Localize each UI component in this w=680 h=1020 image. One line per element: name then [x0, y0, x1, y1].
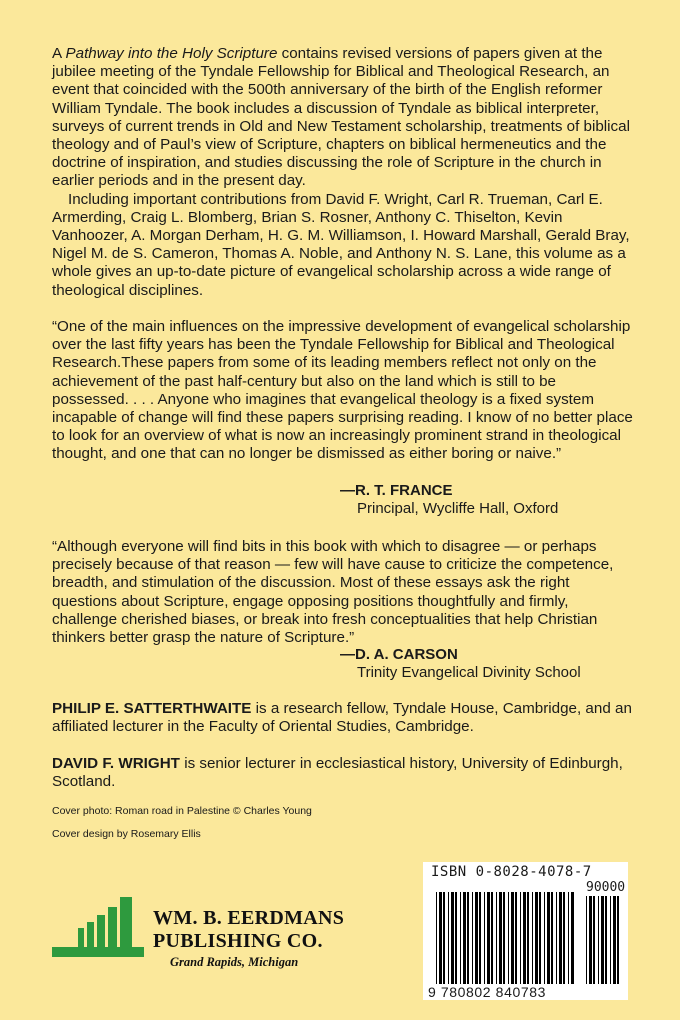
barcode-bar: [605, 896, 607, 984]
editor-name: PHILIP E. SATTERTHWAITE: [52, 700, 252, 717]
barcode-bar: [439, 892, 442, 984]
barcode-bar: [535, 892, 538, 984]
barcode-bar: [472, 892, 473, 984]
price-code: 90000: [586, 880, 626, 895]
ean-number: 9 780802 840783: [428, 984, 546, 1000]
barcode-bar: [551, 892, 553, 984]
endorser-name: —R. T. FRANCE: [340, 482, 453, 499]
description: [52, 45, 637, 300]
description-paragraph-1: A Pathway into the Holy Scripture contains revised versions of papers given at the jubilee meeting of the Tyndale Fellowship for Biblical and Theological Research, an event that coincided with the 500th anniversary of the birth of the English reformer William Tyndale. The book includes a discussion of Tyndale as biblical interpreter, surveys of current trends in Old and New Testament scholarship, treatments of biblical theology and of Paul’s view of Scripture, chapters on biblical hermeneutics and the doctrine of inspiration, and studies discussing the role of Scripture in the church in earlier periods and in the present day.: [52, 45, 630, 190]
barcode-bar: [463, 892, 466, 984]
barcode-bar: [508, 892, 509, 984]
barcode-bar: [451, 892, 454, 984]
barcode-bar: [475, 892, 478, 984]
barcode-bar: [467, 892, 469, 984]
isbn-text: ISBN 0-8028-4078-7: [431, 864, 592, 880]
editor-bio: PHILIP E. SATTERTHWAITE is a research fellow, Tyndale House, Cambridge, and an affiliated lecturer in the Faculty of Oriental Studies, Cambridge.: [52, 700, 632, 736]
price-barcode-bars: [586, 896, 624, 984]
barcode-bar: [499, 892, 502, 984]
barcode-bar: [559, 892, 562, 984]
barcode-bar: [589, 896, 592, 984]
barcode-bar: [532, 892, 533, 984]
endorser-affiliation: Principal, Wycliffe Hall, Oxford: [357, 500, 559, 517]
barcode-bar: [520, 892, 521, 984]
barcode-bar: [448, 892, 449, 984]
barcode-bar: [511, 892, 514, 984]
endorser-affiliation: Trinity Evangelical Divinity School: [357, 664, 581, 681]
editor-bio: DAVID F. WRIGHT is senior lecturer in ecclesiastical history, University of Edinburgh, Scotland.: [52, 755, 623, 791]
barcode-bar: [593, 896, 595, 984]
publisher-location: Grand Rapids, Michigan: [170, 955, 299, 969]
barcode-bar: [443, 892, 445, 984]
barcode-bar: [515, 892, 517, 984]
barcode-bar: [617, 896, 619, 984]
barcode-bar: [556, 892, 557, 984]
barcode-bar: [568, 892, 569, 984]
barcode-bar: [586, 896, 587, 984]
editor-name: DAVID F. WRIGHT: [52, 755, 180, 772]
barcode-bar: [601, 896, 604, 984]
publisher-name: WM. B. EERDMANS: [153, 907, 345, 929]
barcode-bar: [544, 892, 545, 984]
description-paragraph-2: Including important contributions from David F. Wright, Carl R. Trueman, Carl E. Armerding, Craig L. Blomberg, Brian S. Rosner, Anthony C. Thiselton, Kevin Vanhoozer, A. Morgan Derham, H. G. M. Williamson, I. Howard Marshall, Gerald Bray, Nigel M. de S. Cameron, Thomas A. Noble, and Anthony N. S. Lane, this volume as a whole gives an up-to-date picture of evangelical scholarship across a wide range of theological disciplines.: [52, 190, 630, 299]
barcode-bar: [484, 892, 485, 984]
barcode-bar: [487, 892, 490, 984]
endorser-name: —D. A. CARSON: [340, 646, 458, 663]
eerdmans-logo-icon: [50, 895, 150, 967]
barcode-bar: [460, 892, 461, 984]
barcode-bar: [539, 892, 541, 984]
endorsement-quote: “One of the main influences on the impressive development of evangelical scholarship over the last fifty years has been the Tyndale Fellowship for Biblical and Theological Research.These papers from some of its leading members reflect not only on the achievement of the past half-century but also on the land which is still to be possessed. . . . Anyone who imagines that evangelical theology is a fixed system incapable of change will find these papers surprising reading. I know of no better place to look for an overview of what is now an increasingly prominent strand in theological thought, and one that can no longer be dismissed as either boring or naive.”: [52, 318, 633, 463]
endorsement-quote: “Although everyone will find bits in this book with which to disagree — or perhaps precisely because of that reason — few will have cause to criticize the competence, breadth, and stimulation of the discussion. Most of these essays ask the right questions about Scripture, engage opposing positions thoughtfully and firmly, challenge cherished biases, or break into fresh conceptualities that help Christian thinkers better grasp the nature of Scripture.”: [52, 538, 614, 647]
barcode-bar: [491, 892, 493, 984]
barcode-bar: [598, 896, 599, 984]
barcode-bar: [523, 892, 526, 984]
barcode-bar: [496, 892, 497, 984]
barcode-bars: [436, 892, 574, 984]
barcode-bar: [571, 892, 574, 984]
publisher-company: PUBLISHING CO.: [153, 930, 323, 952]
barcode-bar: [503, 892, 505, 984]
photo-credit: Cover photo: Roman road in Palestine © Charles Young: [52, 805, 312, 817]
barcode-bar: [610, 896, 611, 984]
barcode-bar: [547, 892, 550, 984]
barcode-bar: [613, 896, 616, 984]
barcode-bar: [563, 892, 565, 984]
design-credit: Cover design by Rosemary Ellis: [52, 828, 201, 840]
barcode-bar: [479, 892, 481, 984]
barcode-bar: [436, 892, 437, 984]
barcode-bar: [527, 892, 529, 984]
book-title: Pathway into the Holy Scripture: [65, 45, 278, 62]
barcode-bar: [455, 892, 457, 984]
